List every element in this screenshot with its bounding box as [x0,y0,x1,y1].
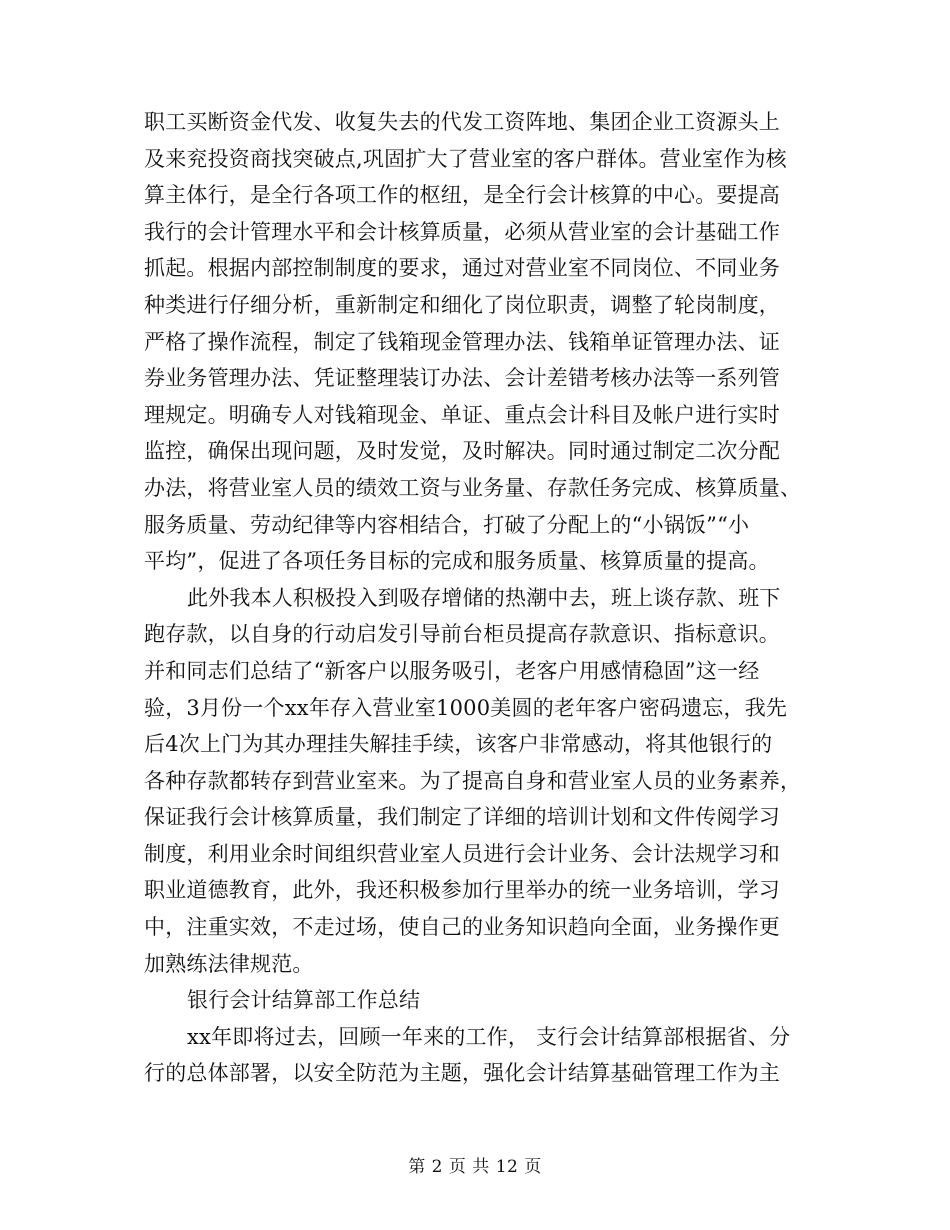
text-line: 抓起。根据内部控制制度的要求，通过对营业室不同岗位、不同业务 [144,256,780,281]
text-line: 种类进行仔细分析，重新制定和细化了岗位职责，调整了轮岗制度， [144,292,780,317]
text-line: 后4次上门为其办理挂失解挂手续，该客户非常感动，将其他银行的 [144,732,773,757]
text-line: 券业务管理办法、凭证整理装订办法、会计差错考核办法等一系列管 [144,366,780,391]
text-line: 保证我行会计核算质量，我们制定了详细的培训计划和文件传阅学习 [144,805,780,830]
text-line: 中，注重实效，不走过场，使自己的业务知识趋向全面，业务操作更 [144,915,780,940]
text-line: 监控，确保出现问题，及时发觉，及时解决。同时通过制定二次分配 [144,439,780,464]
text-line: 服务质量、劳动纪律等内容相结合，打破了分配上的“小锅饭”“小 [144,512,750,537]
text-line: 并和同志们总结了“新客户以服务吸引，老客户用感情稳固”这一经 [144,658,760,683]
body-text [144,104,809,1092]
text-line: 行的总体部署，以安全防范为主题，强化会计结算基础管理工作为主 [144,1061,780,1086]
text-line: 办法，将营业室人员的绩效工资与业务量、存款任务完成、核算质量、 [144,475,802,500]
text-line: 及来兖投资商找突破点,巩固扩大了营业室的客户群体。营业室作为核 [144,146,787,171]
text-line: 加熟练法律规范。 [144,951,314,976]
text-line: 跑存款，以自身的行动启发引导前台柜员提高存款意识、指标意识。 [144,622,780,647]
text-line: 各种存款都转存到营业室来。为了提高自身和营业室人员的业务素养， [144,768,802,793]
text-line: 此外我本人积极投入到吸存增储的热潮中去，班上谈存款、班下 [187,585,781,610]
text-line: 制度，利用业余时间组织营业室人员进行会计业务、会计法规学习和 [144,841,780,866]
text-line: 职业道德教育，此外，我还积极参加行里举办的统一业务培训，学习 [144,878,780,903]
text-line: 职工买断资金代发、收复失去的代发工资阵地、集团企业工资源头上 [144,110,780,134]
text-line: 理规定。明确专人对钱箱现金、单证、重点会计科目及帐户进行实时 [144,402,780,427]
page-number-footer: 第 2 页 共 12 页 [408,1157,542,1177]
text-line: 严格了操作流程，制定了钱箱现金管理办法、钱箱单证管理办法、证 [144,329,780,354]
text-line: 算主体行，是全行各项工作的枢纽，是全行会计核算的中心。要提高 [144,183,780,208]
text-line: 银行会计结算部工作总结 [187,988,421,1013]
text-line: 平均”，促进了各项任务目标的完成和服务质量、核算质量的提高。 [144,549,770,574]
text-line: 我行的会计管理水平和会计核算质量，必须从营业室的会计基础工作 [144,219,780,244]
text-line: 验，3月份一个xx年存入营业室1000美圆的老年客户密码遗忘，我先 [144,695,788,720]
text-line: xx年即将过去，回顾一年来的工作， 支行会计结算部根据省、分 [187,1024,791,1049]
